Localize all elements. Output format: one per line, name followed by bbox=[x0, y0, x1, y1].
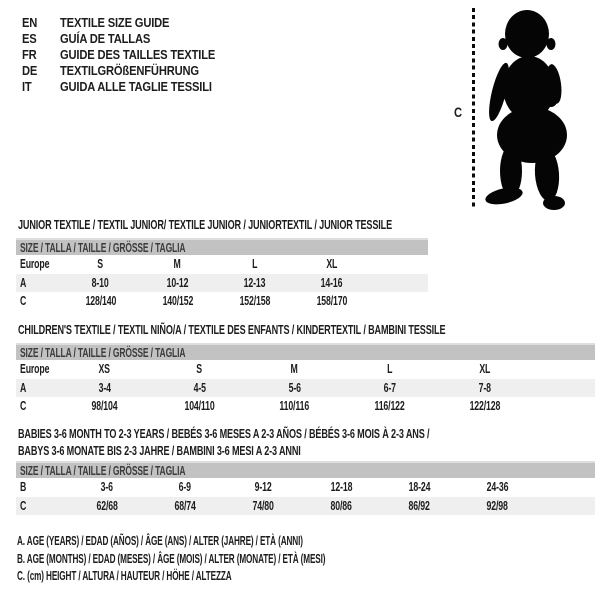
language-row-fr bbox=[22, 47, 240, 63]
footnote-age-months: B. AGE (MONTHS) / EDAD (MESES) / ÂGE (MOIS) / ALTER (MONATE) / ETÀ (MESI) bbox=[17, 550, 326, 566]
value-cell: 8-10 bbox=[92, 275, 109, 290]
value-cell: M bbox=[290, 362, 299, 377]
value-cell: 18-24 bbox=[408, 480, 430, 495]
value-cell: 10-12 bbox=[166, 275, 189, 290]
value-cell: 122/128 bbox=[469, 399, 500, 414]
value-cell: 86/92 bbox=[408, 498, 430, 513]
value-cell: 98/104 bbox=[91, 399, 118, 414]
table-row bbox=[16, 360, 595, 379]
value-cell: 152/158 bbox=[239, 294, 270, 309]
babies-table-title-line1: BABIES 3-6 MONTH TO 2-3 YEARS / BEBÉS 3-6 MESES A 2-3 AÑOS / BÉBÉS 3-6 MOIS À 2-3 ANS / bbox=[18, 426, 430, 441]
value-cell: 158/170 bbox=[316, 294, 347, 309]
children-table-title: CHILDREN'S TEXTILE / TEXTIL NIÑO/A / TEXTILE DES ENFANTS / KINDERTEXTIL / BAMBINI TESSILE bbox=[18, 322, 446, 337]
row-label-cell: A bbox=[20, 275, 27, 290]
table-row bbox=[16, 292, 428, 311]
junior-table-title: JUNIOR TEXTILE / TEXTIL JUNIOR/ TEXTILE JUNIOR / JUNIORTEXTIL / JUNIOR TESSILE bbox=[18, 217, 393, 232]
value-cell: 12-13 bbox=[243, 275, 266, 290]
language-row-en bbox=[22, 15, 240, 31]
value-cell: L bbox=[386, 362, 393, 377]
value-cell: XL bbox=[326, 257, 337, 272]
value-cell: 92/98 bbox=[486, 498, 508, 513]
row-label-cell: B bbox=[20, 480, 27, 495]
value-cell: 12-18 bbox=[330, 480, 352, 495]
value-cell: 24-36 bbox=[486, 480, 508, 495]
row-label-cell: C bbox=[20, 294, 27, 309]
value-cell: 140/152 bbox=[162, 294, 193, 309]
height-measure-dashed-line bbox=[472, 8, 475, 207]
junior-size-header-bar: SIZE / TALLA / TAILLE / GRÖSSE / TAGLIA bbox=[16, 238, 428, 255]
footnote-height-cm: C. (cm) HEIGHT / ALTURA / HAUTEUR / HÖHE / ALTEZZA bbox=[17, 568, 232, 584]
value-cell: 62/68 bbox=[96, 498, 118, 513]
value-cell: 104/110 bbox=[184, 399, 215, 414]
value-cell: 68/74 bbox=[174, 498, 196, 513]
value-cell: 80/86 bbox=[330, 498, 352, 513]
children-size-table bbox=[16, 360, 595, 416]
toddler-silhouette bbox=[482, 8, 572, 213]
language-title: GUÍA DE TALLAS bbox=[60, 31, 151, 47]
value-cell: 9-12 bbox=[254, 480, 272, 495]
value-cell: S bbox=[196, 362, 203, 377]
table-row bbox=[16, 497, 595, 516]
language-title: TEXTILE SIZE GUIDE bbox=[60, 15, 170, 31]
value-cell: L bbox=[251, 257, 258, 272]
babies-size-header-bar: SIZE / TALLA / TAILLE / GRÖSSE / TAGLIA bbox=[16, 461, 595, 478]
table-row bbox=[16, 274, 428, 293]
value-cell: M bbox=[173, 257, 182, 272]
babies-size-table bbox=[16, 478, 595, 515]
language-title: GUIDE DES TAILLES TEXTILE bbox=[60, 46, 216, 62]
value-cell: 116/122 bbox=[374, 399, 405, 414]
language-row-es bbox=[22, 31, 240, 47]
language-title: TEXTILGRÖßENFÜHRUNG bbox=[60, 62, 199, 78]
value-cell: 3-6 bbox=[100, 480, 114, 495]
footnote-age-years: A. AGE (YEARS) / EDAD (AÑOS) / ÂGE (ANS) / ALTER (JAHRE) / ETÀ (ANNI) bbox=[17, 533, 303, 549]
language-code: ES bbox=[22, 31, 37, 47]
value-cell: XS bbox=[98, 362, 111, 377]
value-cell: 128/140 bbox=[85, 294, 116, 309]
language-code: FR bbox=[22, 46, 37, 62]
language-title: GUIDA ALLE TAGLIE TESSILI bbox=[60, 78, 212, 94]
row-label-cell: C bbox=[20, 399, 27, 414]
language-code: EN bbox=[22, 15, 38, 31]
language-row-de bbox=[22, 62, 240, 78]
babies-table-title-line2: BABYS 3-6 MONATE BIS 2-3 JAHRE / BAMBINI 3-6 MESI A 2-3 ANNI bbox=[18, 443, 301, 458]
value-cell: 74/80 bbox=[252, 498, 274, 513]
children-size-header-bar: SIZE / TALLA / TAILLE / GRÖSSE / TAGLIA bbox=[16, 343, 595, 360]
value-cell: 6-9 bbox=[178, 480, 192, 495]
row-label-cell: Europe bbox=[20, 362, 50, 377]
value-cell: S bbox=[97, 257, 104, 272]
value-cell: 110/116 bbox=[279, 399, 310, 414]
row-label-cell: A bbox=[20, 380, 27, 395]
junior-size-table bbox=[16, 255, 428, 311]
table-row bbox=[16, 379, 595, 398]
value-cell: 3-4 bbox=[98, 380, 111, 395]
value-cell: XL bbox=[479, 362, 490, 377]
language-code: IT bbox=[22, 78, 32, 94]
row-label-cell: C bbox=[20, 498, 27, 513]
value-cell: 5-6 bbox=[288, 380, 301, 395]
value-cell: 7-8 bbox=[478, 380, 491, 395]
table-row bbox=[16, 397, 595, 416]
table-row bbox=[16, 478, 595, 497]
language-code: DE bbox=[22, 62, 38, 78]
value-cell: 6-7 bbox=[383, 380, 396, 395]
row-label-cell: Europe bbox=[20, 257, 50, 272]
value-cell: 14-16 bbox=[320, 275, 343, 290]
language-title-block bbox=[22, 15, 240, 94]
table-row bbox=[16, 255, 428, 274]
height-measure-label: C bbox=[454, 104, 463, 120]
language-row-it bbox=[22, 78, 240, 94]
footnotes-block bbox=[17, 532, 507, 585]
value-cell: 4-5 bbox=[193, 380, 206, 395]
